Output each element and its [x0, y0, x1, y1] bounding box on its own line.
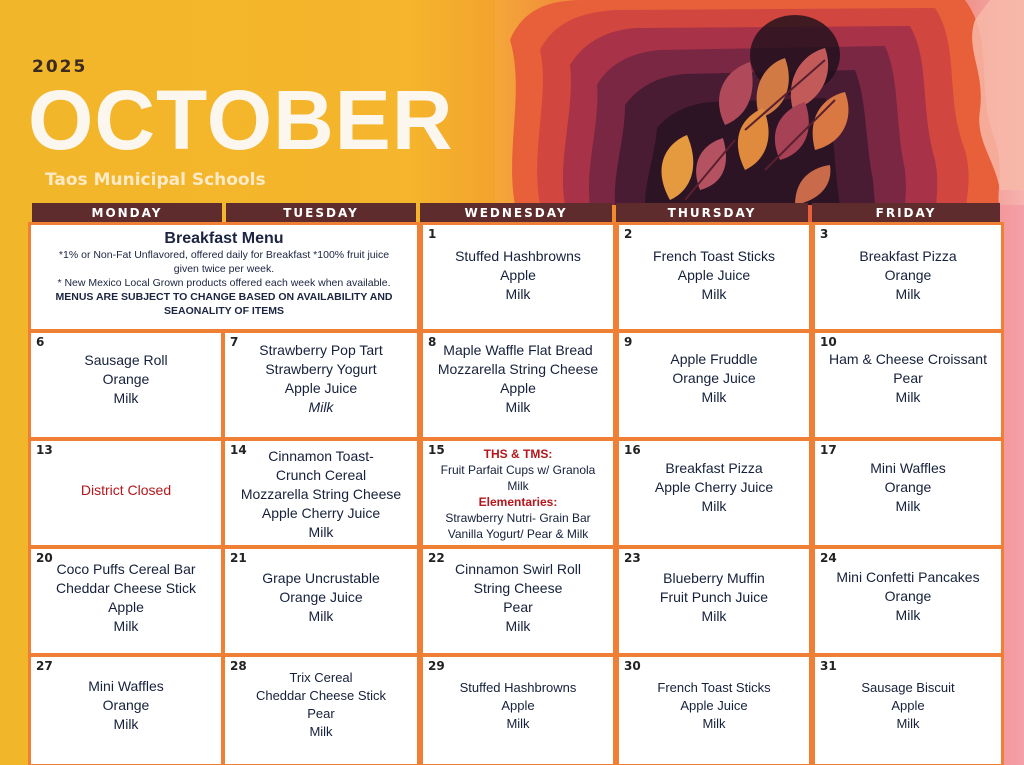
- day-number: 3: [820, 227, 829, 241]
- menu-item: Orange: [102, 697, 150, 713]
- menu-item: Mini Confetti Pancakes: [836, 569, 980, 585]
- menu-item: Apple: [501, 698, 535, 713]
- day-cell: [812, 654, 1004, 765]
- day-cell: [28, 438, 224, 548]
- day-cell: [222, 330, 420, 440]
- menu-item: String Cheese: [473, 580, 563, 596]
- menu-item: Mozzarella String Cheese: [437, 361, 599, 377]
- menu-item: Trix Cereal: [289, 670, 353, 685]
- day-cell: [28, 330, 224, 440]
- day-number: 13: [36, 443, 53, 457]
- menu-item: Apple Cherry Juice: [654, 479, 774, 495]
- menu-item: Strawberry Nutri- Grain Bar: [445, 511, 591, 525]
- day-cell: [616, 438, 812, 548]
- school-group-label: THS & TMS:: [483, 447, 553, 461]
- menu-item: Apple: [108, 599, 144, 615]
- day-cell: [812, 546, 1004, 656]
- day-number: 1: [428, 227, 437, 241]
- day-number: 28: [230, 659, 247, 673]
- menu-item: Apple Cherry Juice: [261, 505, 381, 521]
- menu-item: Milk: [507, 479, 529, 493]
- day-number: 17: [820, 443, 837, 457]
- day-cell: [616, 330, 812, 440]
- menu-item: Milk: [309, 724, 333, 739]
- menu-item: Blueberry Muffin: [663, 570, 765, 586]
- day-cell: [222, 546, 420, 656]
- menu-item: Sausage Biscuit: [861, 680, 955, 695]
- day-cell: [222, 438, 420, 548]
- weekday-header-row: [32, 203, 1000, 223]
- menu-item: Milk: [308, 524, 334, 540]
- weekday-wednesday: WEDNESDAY: [420, 203, 612, 223]
- menu-note-line: * New Mexico Local Grown products offered each week when available.: [57, 277, 391, 289]
- school-group-label: Elementaries:: [478, 495, 558, 509]
- menu-item: Apple Fruddle: [670, 351, 758, 367]
- day-cell: [616, 222, 812, 332]
- menu-item: Milk: [701, 608, 727, 624]
- day-cell: [420, 222, 616, 332]
- menu-item: Sausage Roll: [84, 352, 168, 368]
- day-number: 16: [624, 443, 641, 457]
- menu-item: Cheddar Cheese Stick: [255, 688, 387, 703]
- menu-item: Milk: [505, 399, 531, 415]
- menu-item: Orange: [884, 267, 932, 283]
- menu-item: Milk: [895, 498, 921, 514]
- day-number: 29: [428, 659, 445, 673]
- menu-item: Milk: [113, 390, 139, 406]
- menu-item: Milk: [308, 608, 334, 624]
- menu-item: Breakfast Pizza: [859, 248, 957, 264]
- menu-item: Apple Juice: [677, 267, 751, 283]
- menu-item: Apple Juice: [284, 380, 358, 396]
- menu-item: Apple: [500, 267, 536, 283]
- menu-notes-cell: [28, 222, 420, 332]
- day-cell: [812, 330, 1004, 440]
- menu-item: Grape Uncrustable: [262, 570, 380, 586]
- menu-item: Milk: [505, 286, 531, 302]
- menu-item: Strawberry Pop Tart: [259, 342, 383, 358]
- menu-item: Orange: [102, 371, 150, 387]
- menu-item: Orange: [884, 479, 932, 495]
- menu-item: Ham & Cheese Croissant: [829, 351, 987, 367]
- menu-item: Milk: [895, 286, 921, 302]
- day-number: 8: [428, 335, 437, 349]
- day-cell: [420, 438, 616, 548]
- weekday-thursday: THURSDAY: [616, 203, 808, 223]
- day-number: 27: [36, 659, 53, 673]
- menu-item: Fruit Parfait Cups w/ Granola: [440, 463, 596, 477]
- day-number: 10: [820, 335, 837, 349]
- menu-item: Apple: [891, 698, 925, 713]
- day-cell: [616, 654, 812, 765]
- menu-item: Apple: [500, 380, 536, 396]
- menu-item: Milk: [702, 716, 726, 731]
- day-number: 31: [820, 659, 837, 673]
- menu-item: Stuffed Hashbrowns: [459, 680, 577, 695]
- menu-item: Cinnamon Toast-: [268, 448, 374, 464]
- menu-item: Vanilla Yogurt/ Pear & Milk: [447, 527, 589, 541]
- menu-item: Milk: [113, 716, 139, 732]
- menu-item: Orange Juice: [279, 589, 363, 605]
- menu-item: Mini Waffles: [870, 460, 946, 476]
- day-cell: [812, 438, 1004, 548]
- calendar-month: OCTOBER: [28, 73, 454, 167]
- menu-item: Milk: [308, 399, 334, 415]
- menu-item: Milk: [896, 716, 920, 731]
- menu-item: Milk: [701, 286, 727, 302]
- district-closed-notice: District Closed: [80, 482, 172, 498]
- autumn-leaves-artwork: [495, 0, 1024, 205]
- menu-item: Coco Puffs Cereal Bar: [56, 561, 196, 577]
- menu-item: Milk: [506, 716, 530, 731]
- calendar-grid: [28, 222, 1008, 765]
- day-number: 23: [624, 551, 641, 565]
- school-name: Taos Municipal Schools: [45, 170, 266, 190]
- weekday-monday: MONDAY: [32, 203, 222, 223]
- day-cell: [420, 546, 616, 656]
- menu-item: Milk: [701, 389, 727, 405]
- menu-item: Milk: [895, 389, 921, 405]
- menu-note-line: SEAONALITY OF ITEMS: [164, 305, 284, 317]
- menu-item: Pear: [503, 599, 533, 615]
- menu-title: Breakfast Menu: [164, 230, 284, 247]
- day-number: 6: [36, 335, 45, 349]
- menu-item: Stuffed Hashbrowns: [455, 248, 581, 264]
- day-number: 2: [624, 227, 633, 241]
- day-number: 21: [230, 551, 247, 565]
- menu-item: Breakfast Pizza: [665, 460, 763, 476]
- menu-note-line: MENUS ARE SUBJECT TO CHANGE BASED ON AVAILABILITY AND: [55, 291, 393, 303]
- menu-item: Mini Waffles: [88, 678, 164, 694]
- day-cell: [28, 654, 224, 765]
- menu-item: Orange Juice: [672, 370, 756, 386]
- weekday-tuesday: TUESDAY: [226, 203, 416, 223]
- day-cell: [616, 546, 812, 656]
- day-number: 20: [36, 551, 53, 565]
- calendar-year: 2025: [32, 57, 88, 77]
- day-number: 9: [624, 335, 633, 349]
- menu-item: Maple Waffle Flat Bread: [443, 342, 593, 358]
- day-cell: [420, 654, 616, 765]
- menu-item: Orange: [884, 588, 932, 604]
- menu-item: French Toast Sticks: [653, 248, 775, 264]
- menu-note-line: given twice per week.: [173, 263, 275, 275]
- menu-item: Mozzarella String Cheese: [240, 486, 402, 502]
- menu-item: Milk: [895, 607, 921, 623]
- day-number: 14: [230, 443, 247, 457]
- calendar-header: [0, 0, 1024, 205]
- menu-item: Fruit Punch Juice: [659, 589, 769, 605]
- menu-item: Pear: [307, 706, 335, 721]
- menu-note-line: *1% or Non-Fat Unflavored, offered daily for Breakfast *100% fruit juice: [58, 249, 390, 261]
- day-cell: [812, 222, 1004, 332]
- menu-item: Crunch Cereal: [275, 467, 367, 483]
- menu-item: Milk: [701, 498, 727, 514]
- menu-item: Pear: [893, 370, 923, 386]
- menu-item: Strawberry Yogurt: [265, 361, 377, 377]
- weekday-friday: FRIDAY: [812, 203, 1000, 223]
- menu-item: Cheddar Cheese Stick: [55, 580, 197, 596]
- menu-item: Milk: [113, 618, 139, 634]
- day-number: 24: [820, 551, 837, 565]
- day-cell: [28, 546, 224, 656]
- day-number: 7: [230, 335, 239, 349]
- menu-item: French Toast Sticks: [657, 680, 771, 695]
- menu-item: Cinnamon Swirl Roll: [454, 561, 582, 577]
- day-number: 15: [428, 443, 445, 457]
- day-number: 22: [428, 551, 445, 565]
- day-cell: [222, 654, 420, 765]
- menu-item: Milk: [505, 618, 531, 634]
- day-number: 30: [624, 659, 641, 673]
- day-cell: [420, 330, 616, 440]
- menu-item: Apple Juice: [680, 698, 748, 713]
